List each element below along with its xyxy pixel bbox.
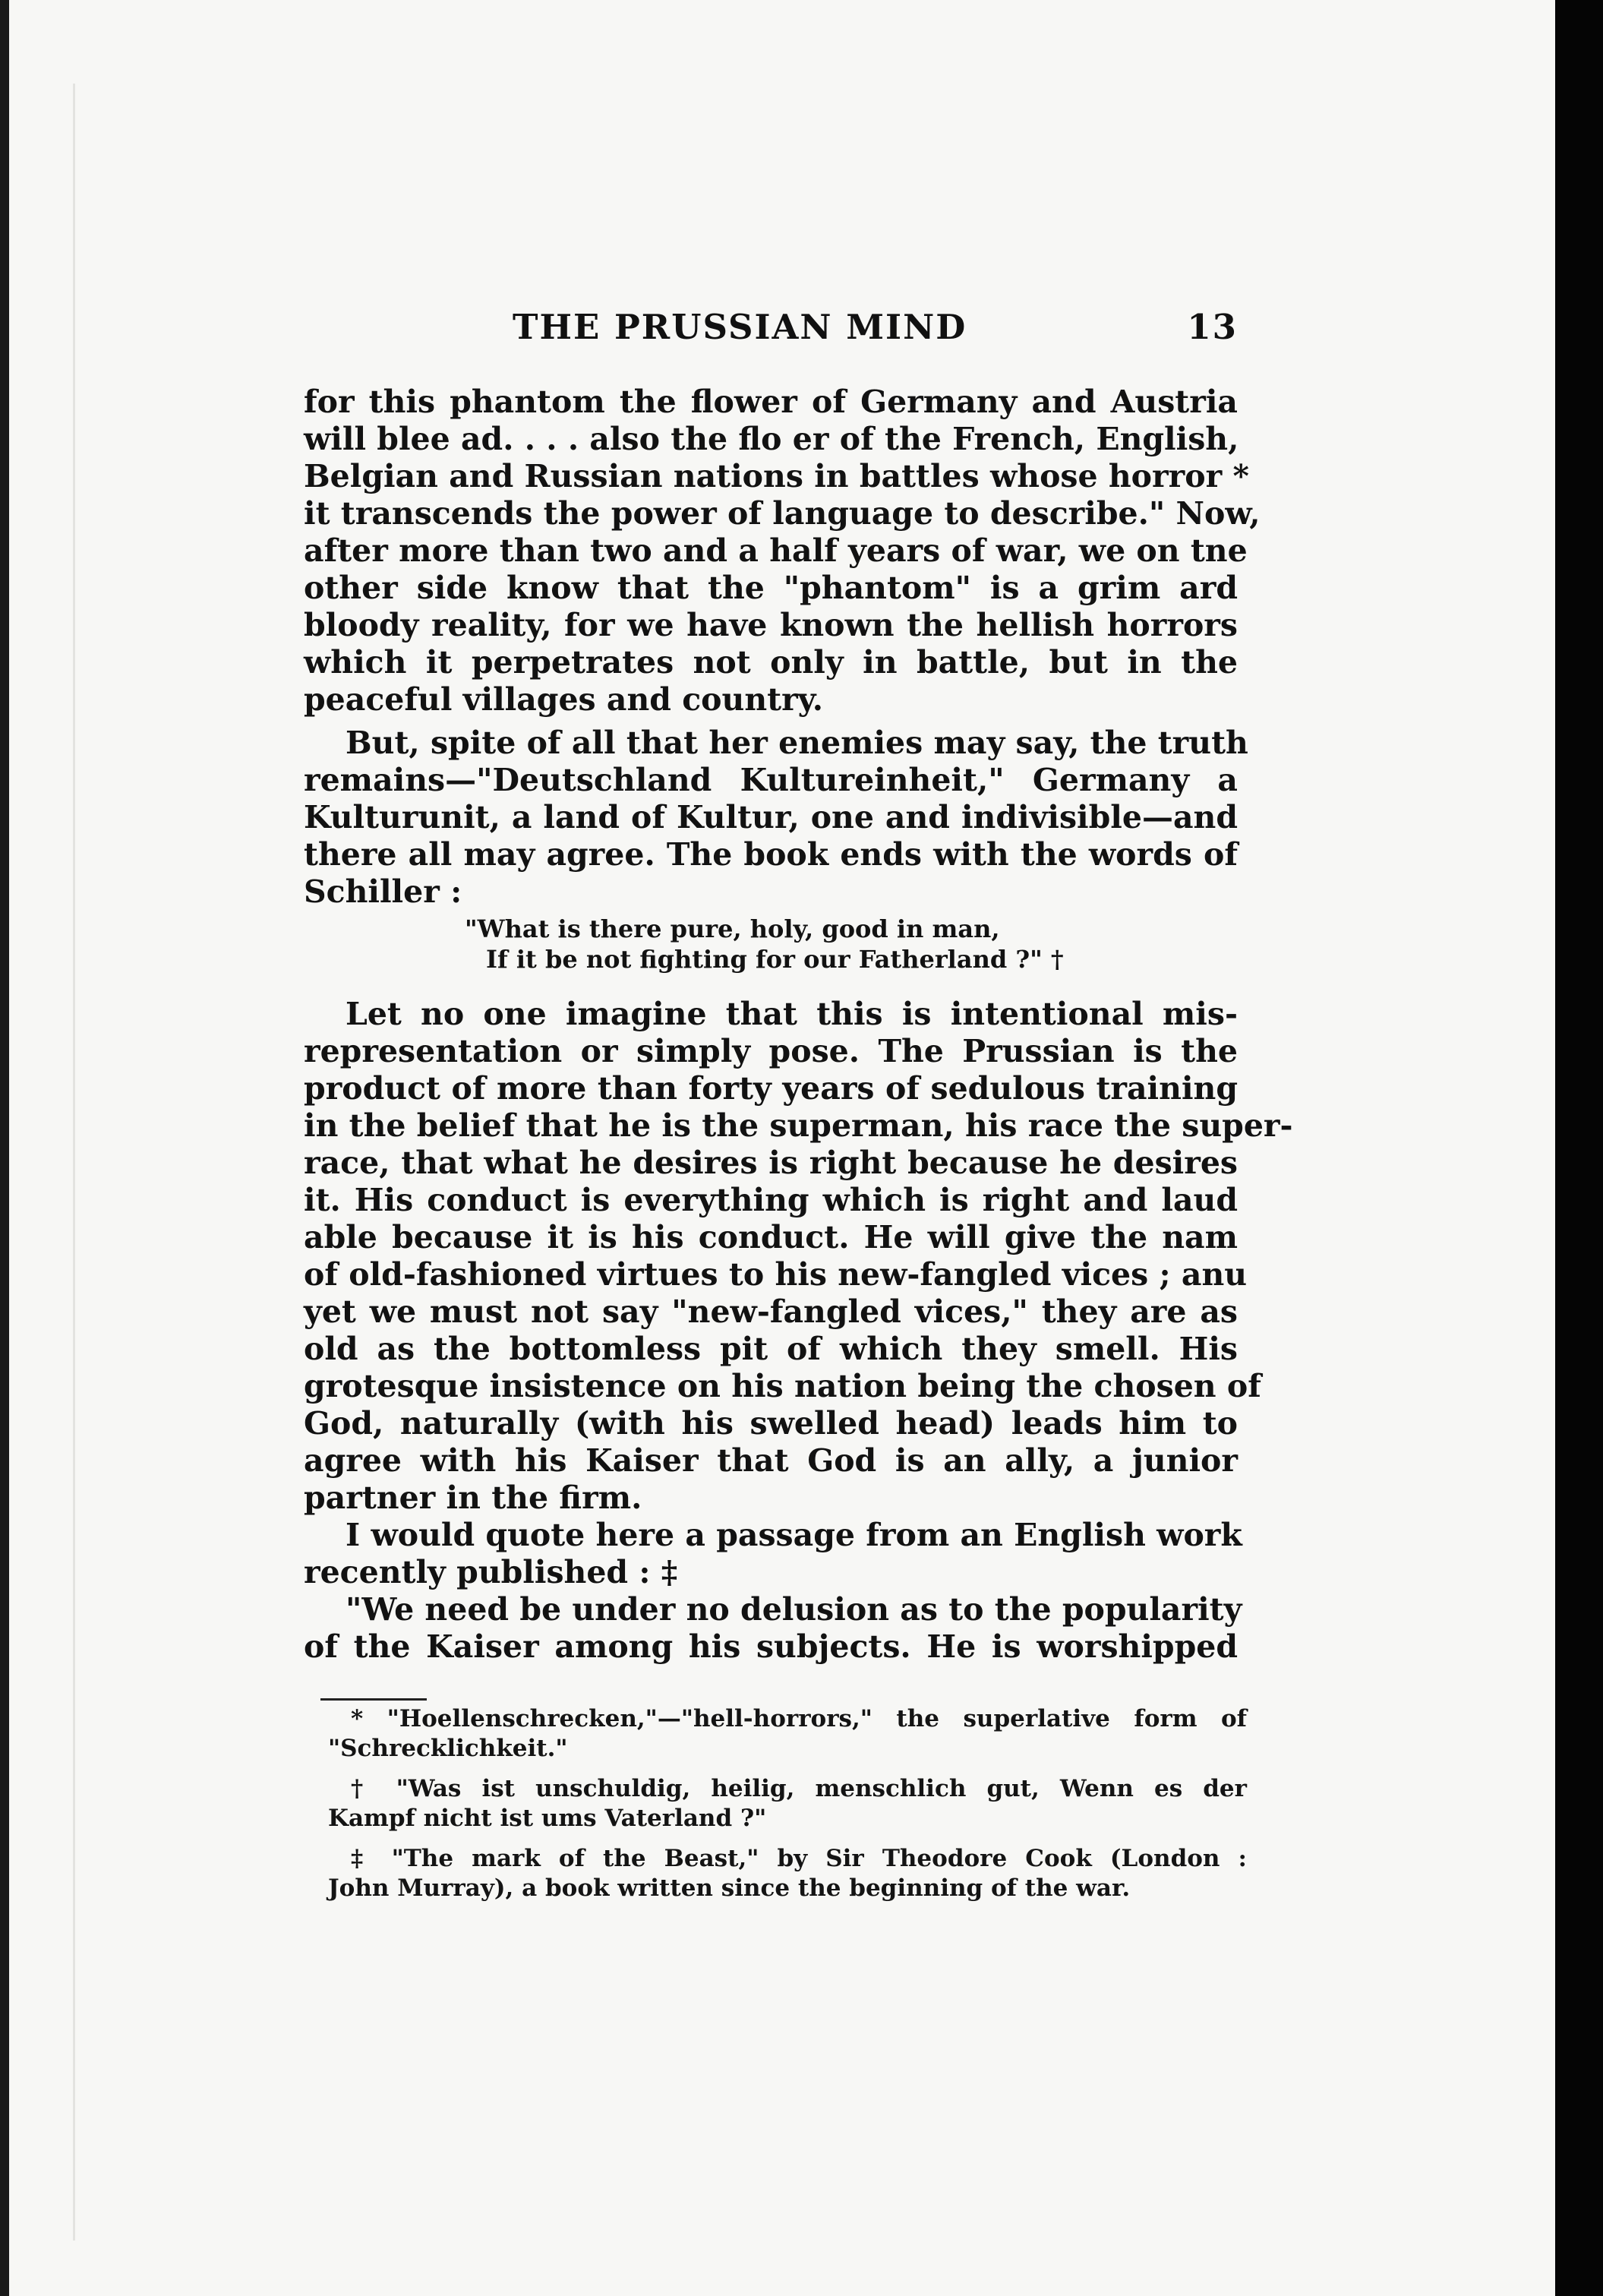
text-line: recently published : ‡	[304, 1554, 678, 1590]
page-fold-line	[73, 84, 75, 2241]
paragraph	[304, 725, 1248, 911]
text-line: for this phantom the flower of Germany and Austria	[304, 384, 1238, 420]
text-line: Kulturunit, a land of Kultur, one and indivisible—and	[304, 799, 1238, 835]
paragraph	[304, 1517, 1242, 1591]
verse-line: If it be not fighting for our Fatherland ?" †	[486, 945, 1064, 974]
text-line: it. His conduct is everything which is right and laud	[304, 1182, 1238, 1218]
text-line: But, spite of all that her enemies may say, the truth	[346, 725, 1248, 761]
verse-quotation	[304, 914, 1238, 974]
text-line: peaceful villages and country.	[304, 681, 824, 718]
text-line: race, that what he desires is right because he desires	[304, 1145, 1238, 1181]
footnote-line: Kampf nicht ist ums Vaterland ?"	[328, 1805, 767, 1832]
text-line: other side know that the "phantom" is a grim ard	[304, 570, 1238, 606]
text-line: Belgian and Russian nations in battles whose horror *	[304, 458, 1249, 494]
text-line: God, naturally (with his swelled head) leads him to	[304, 1405, 1238, 1442]
text-line: able because it is his conduct. He will give the nam	[304, 1219, 1238, 1255]
text-line: product of more than forty years of sedulous training	[304, 1070, 1238, 1107]
text-line: I would quote here a passage from an English work	[346, 1517, 1242, 1553]
text-line: yet we must not say "new-fangled vices," they are as	[304, 1293, 1238, 1330]
footnote-gap	[328, 1833, 1247, 1844]
paragraph-gap	[304, 718, 1238, 725]
footnote-gap	[328, 1764, 1247, 1774]
footnote-line: * "Hoellenschrecken,"—"hell-horrors," the superlative form of	[351, 1705, 1247, 1732]
text-line: "We need be under no delusion as to the popularity	[346, 1591, 1242, 1628]
footnote-line: "Schrecklichkeit."	[328, 1735, 568, 1762]
footnote	[328, 1774, 1247, 1833]
page-left-edge	[0, 0, 9, 2296]
footnote	[328, 1704, 1247, 1764]
text-line: Let no one imagine that this is intentional mis-	[346, 996, 1238, 1032]
paragraph-gap	[304, 974, 1238, 996]
footnote	[328, 1844, 1247, 1903]
footnotes	[328, 1704, 1247, 1903]
footnote-rule	[320, 1698, 427, 1701]
body-text	[304, 384, 1293, 1666]
running-head: THE PRUSSIAN MIND	[513, 307, 967, 347]
verse-line: "What is there pure, holy, good in man,	[465, 914, 1000, 943]
text-line: which it perpetrates not only in battle, but in the	[304, 644, 1238, 681]
text-line: it transcends the power of language to describe." Now,	[304, 495, 1261, 532]
text-line: old as the bottomless pit of which they smell. His	[304, 1331, 1238, 1367]
text-line: of the Kaiser among his subjects. He is worshipped	[304, 1628, 1238, 1665]
scan-background-edge	[1555, 0, 1603, 2296]
footnote-line: ‡ "The mark of the Beast," by Sir Theodore Cook (London :	[351, 1845, 1247, 1872]
text-line: Schiller :	[304, 873, 462, 910]
text-line: in the belief that he is the superman, his race the super-	[304, 1107, 1293, 1144]
text-line: will blee ad. . . . also the flo er of the French, English,	[304, 421, 1239, 457]
text-line: representation or simply pose. The Prussian is the	[304, 1033, 1238, 1069]
page-header	[304, 307, 1238, 352]
text-line: bloody reality, for we have known the hellish horrors	[304, 607, 1238, 643]
page-number: 13	[1187, 307, 1238, 347]
text-line: remains—"Deutschland Kultureinheit," Germany a	[304, 762, 1238, 798]
paragraph	[304, 384, 1261, 718]
text-line: of old-fashioned virtues to his new-fangled vices ; anu	[304, 1256, 1248, 1293]
paragraph	[304, 1591, 1242, 1666]
text-line: grotesque insistence on his nation being the chosen of	[304, 1368, 1261, 1404]
paragraph	[304, 996, 1293, 1517]
text-line: agree with his Kaiser that God is an ally, a junior	[304, 1442, 1238, 1479]
text-line: partner in the firm.	[304, 1480, 642, 1516]
text-line: after more than two and a half years of war, we on tne	[304, 532, 1248, 569]
footnote-line: John Murray), a book written since the beginning of the war.	[328, 1874, 1131, 1902]
text-line: there all may agree. The book ends with the words of	[304, 836, 1238, 873]
footnote-line: † "Was ist unschuldig, heilig, menschlich gut, Wenn es der	[351, 1775, 1247, 1802]
